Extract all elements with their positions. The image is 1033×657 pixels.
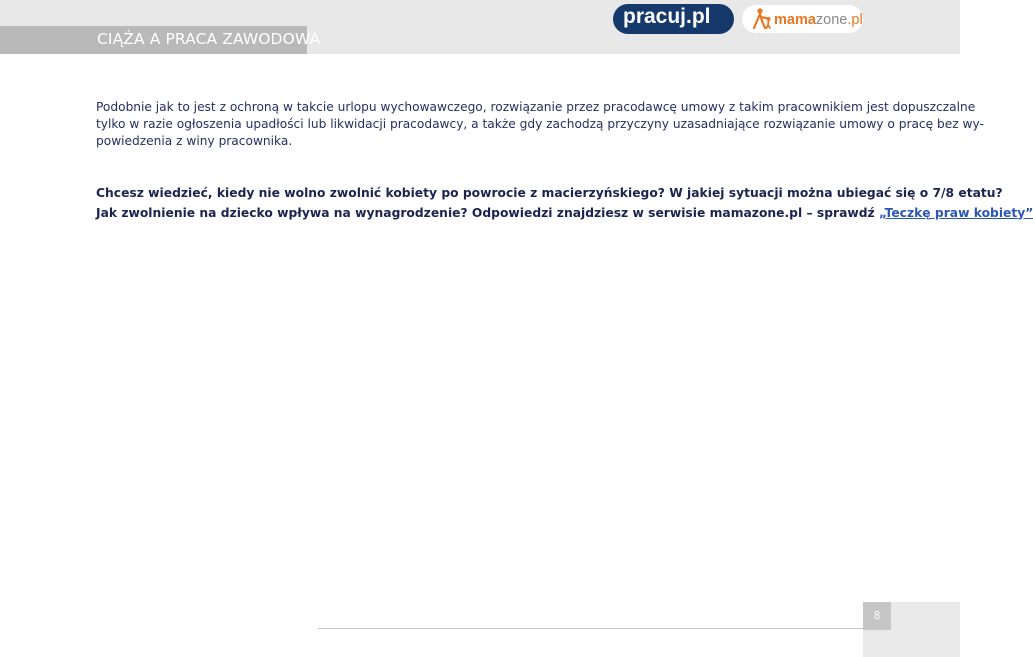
mamazone-logo[interactable]: [742, 5, 863, 33]
section-title-box: [0, 26, 321, 54]
promo-line-text: Jak zwolnienie na dziecko wpływa na wynagrodzenie? Odpowiedzi znajdziesz w serwisie mamazone.pl – sprawdź: [96, 205, 879, 220]
paragraph-line: Podobnie jak to jest z ochroną w takcie urlopu wychowawczego, rozwiązanie przez pracodawcę umowy z takim pracownikiem jest dopuszczalne: [96, 100, 976, 114]
section-title: CIĄŻA A PRACA ZAWODOWA: [97, 30, 321, 48]
teczka-praw-kobiety-link[interactable]: „Teczkę praw kobiety”: [878, 205, 1033, 220]
promo-paragraph: [96, 184, 1033, 223]
paragraph-line: tylko w razie ogłoszenia upadłości lub likwidacji pracodawcy, a także gdy zachodzą przyczyny uzasadniające rozwiązanie umowy o pracę bez wy-: [96, 117, 984, 131]
paragraph-line: powiedzenia z winy pracownika.: [96, 134, 293, 148]
promo-line: Chcesz wiedzieć, kiedy nie wolno zwolnić kobiety po powrocie z macierzyńskiego? W jakiej sytuacji można ubiegać się o 7/8 etatu?: [96, 186, 1003, 200]
promo-line: [96, 204, 1033, 224]
mamazone-logo-text: mamazone.pl: [774, 12, 863, 28]
pracuj-logo[interactable]: [613, 4, 734, 34]
footer-divider: [318, 628, 864, 629]
page-number: 8: [863, 602, 891, 630]
body-paragraph: [96, 99, 984, 150]
mother-child-icon: [751, 7, 775, 31]
pracuj-logo-text: pracuj.pl: [623, 5, 711, 28]
